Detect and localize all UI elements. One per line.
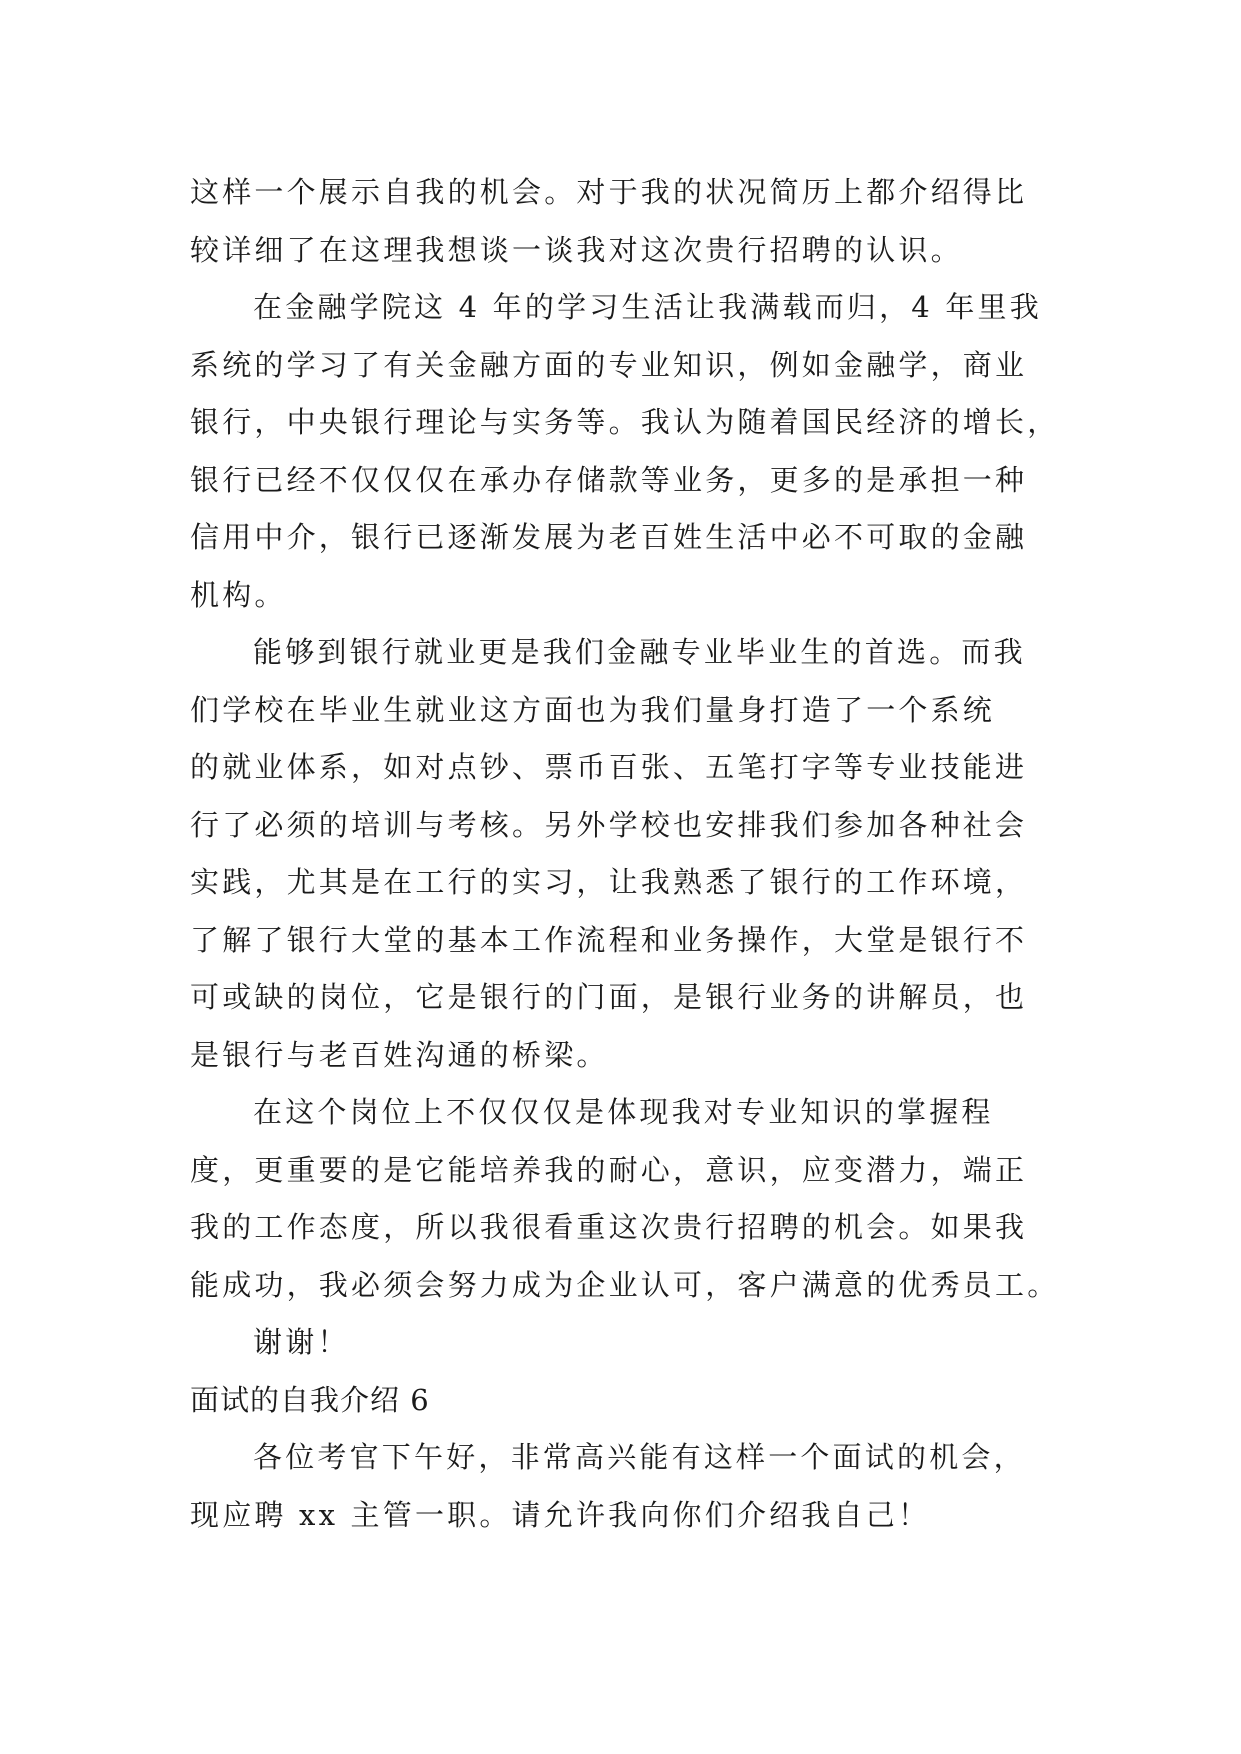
text-line: 这样一个展示自我的机会。对于我的状况简历上都介绍得比: [190, 175, 1028, 209]
text-line: 是银行与老百姓沟通的桥梁。: [190, 1037, 609, 1072]
text-line: 机构。: [190, 577, 287, 612]
text-line: 信用中介，银行已逐渐发展为老百姓生活中必不可取的金融: [190, 520, 1028, 554]
paragraph-start-line: 能够到银行就业更是我们金融专业毕业生的首选。而我: [253, 635, 1026, 669]
document-body: [190, 164, 1060, 1544]
text-line: 行了必须的培训与考核。另外学校也安排我们参加各种社会: [190, 807, 1028, 842]
text-line: 能成功，我必须会努力成为企业认可，客户满意的优秀员工。: [190, 1267, 1060, 1302]
paragraph-start-line: 在金融学院这 4 年的学习生活让我满载而归，4 年里我: [253, 290, 1042, 324]
text-line: 们学校在毕业生就业这方面也为我们量身打造了一个系统: [190, 692, 996, 727]
paragraph-start-line: 各位考官下午好，非常高兴能有这样一个面试的机会，: [253, 1440, 1026, 1474]
text-line: 可或缺的岗位，它是银行的门面，是银行业务的讲解员，也: [190, 980, 1028, 1014]
text-line: 度，更重要的是它能培养我的耐心，意识，应变潜力，端正: [190, 1152, 1028, 1187]
text-line: 现应聘 xx 主管一职。请允许我向你们介绍我自己！: [190, 1497, 931, 1532]
paragraph-start-line: 在这个岗位上不仅仅仅是体现我对专业知识的掌握程: [253, 1095, 994, 1129]
text-line: 系统的学习了有关金融方面的专业知识，例如金融学，商业: [190, 347, 1028, 382]
text-line: 银行，中央银行理论与实务等。我认为随着国民经济的增长，: [190, 405, 1060, 439]
text-line: 银行已经不仅仅仅在承办存储款等业务，更多的是承担一种: [190, 462, 1028, 497]
section-heading: 面试的自我介绍 6: [190, 1382, 430, 1417]
text-line: 了解了银行大堂的基本工作流程和业务操作，大堂是银行不: [190, 922, 1028, 957]
text-line: 实践，尤其是在工行的实习，让我熟悉了银行的工作环境，: [190, 865, 1028, 899]
text-line: 较详细了在这理我想谈一谈我对这次贵行招聘的认识。: [190, 232, 963, 267]
text-line: 的就业体系，如对点钞、票币百张、五笔打字等专业技能进: [190, 750, 1028, 784]
closing-thanks: 谢谢！: [253, 1325, 350, 1359]
text-line: 我的工作态度，所以我很看重这次贵行招聘的机会。如果我: [190, 1210, 1028, 1244]
